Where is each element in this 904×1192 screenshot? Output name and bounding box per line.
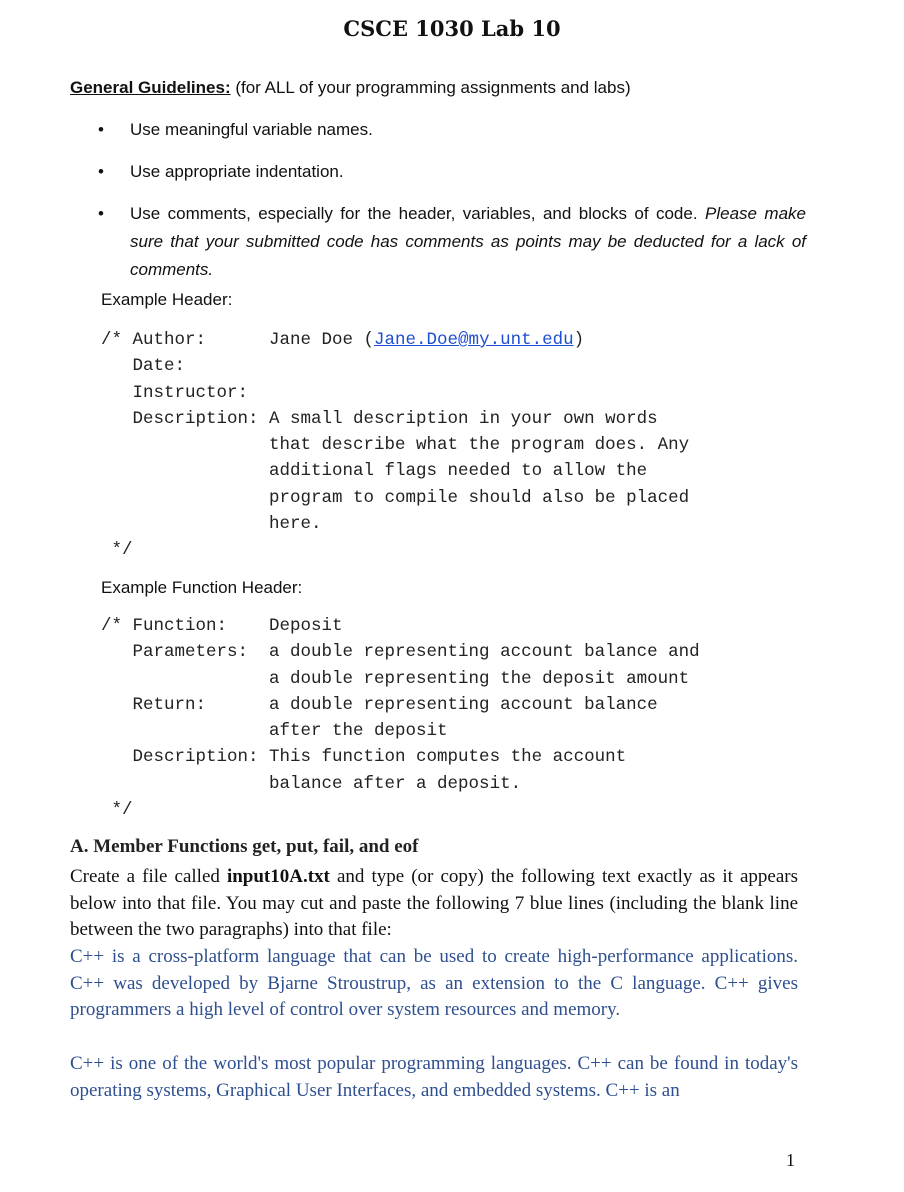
guidelines-note: (for ALL of your programming assignments and labs) (235, 78, 631, 97)
page-number: 1 (786, 1150, 795, 1170)
filename: input10A.txt (226, 866, 330, 887)
code-text: ) Date: Instructor: Description: A small description in your own words that describe what the program does. Any additional flags needed to allow the program to compile should also be placed here. */ (111, 330, 690, 561)
example-function-header-code: /* Function: Deposit Parameters: a double representing account balance and a double representing the deposit amount Return: a double representing account balance after the deposit Description: This function computes the account balance after a deposit. */ (101, 616, 700, 821)
guideline-emphasis: Please make sure that your submitted code has comments as points may be deducted for a lack of comments. (130, 204, 806, 279)
section-a-heading: A. Member Functions get, put, fail, and eof (70, 836, 419, 857)
section-a-intro (70, 864, 798, 944)
guideline-text: Use appropriate indentation. (130, 162, 344, 181)
page-title: CSCE 1030 Lab 10 (343, 16, 561, 41)
guidelines-label: General Guidelines: (70, 78, 231, 97)
email-link[interactable]: Jane.Doe@my.unt.edu (374, 330, 574, 350)
intro-text: Create a file called (70, 866, 227, 887)
intro-text: and type (or copy) the following text exactly as it appears below into that file. You may cut and paste the following 7 blue lines (including the blank line between the two paragraphs) into that file: (70, 866, 798, 940)
example-header-code (101, 327, 689, 564)
guidelines-list (96, 116, 806, 298)
code-text: /* Author: Jane Doe ( (101, 330, 375, 350)
example-header-label: Example Header: (101, 290, 233, 309)
guidelines-heading (70, 78, 631, 98)
guideline-text: Use comments, especially for the header, variables, and blocks of code. (130, 204, 698, 223)
blue-paragraph-2: C++ is one of the world's most popular programming languages. C++ can be found in today's operating systems, Graphical User Interfaces, and embedded systems. C++ is an (70, 1053, 798, 1101)
guideline-item (96, 116, 806, 144)
guideline-item (96, 158, 806, 186)
blue-paragraph-1: C++ is a cross-platform language that can be used to create high-performance applications. C++ was developed by Bjarne Stroustrup, as an extension to the C language. C++ gives programmers a high level of control over system resources and memory. (70, 946, 798, 1020)
guideline-text: Use meaningful variable names. (130, 120, 373, 139)
guideline-item (96, 200, 806, 284)
example-function-header-label: Example Function Header: (101, 578, 303, 597)
